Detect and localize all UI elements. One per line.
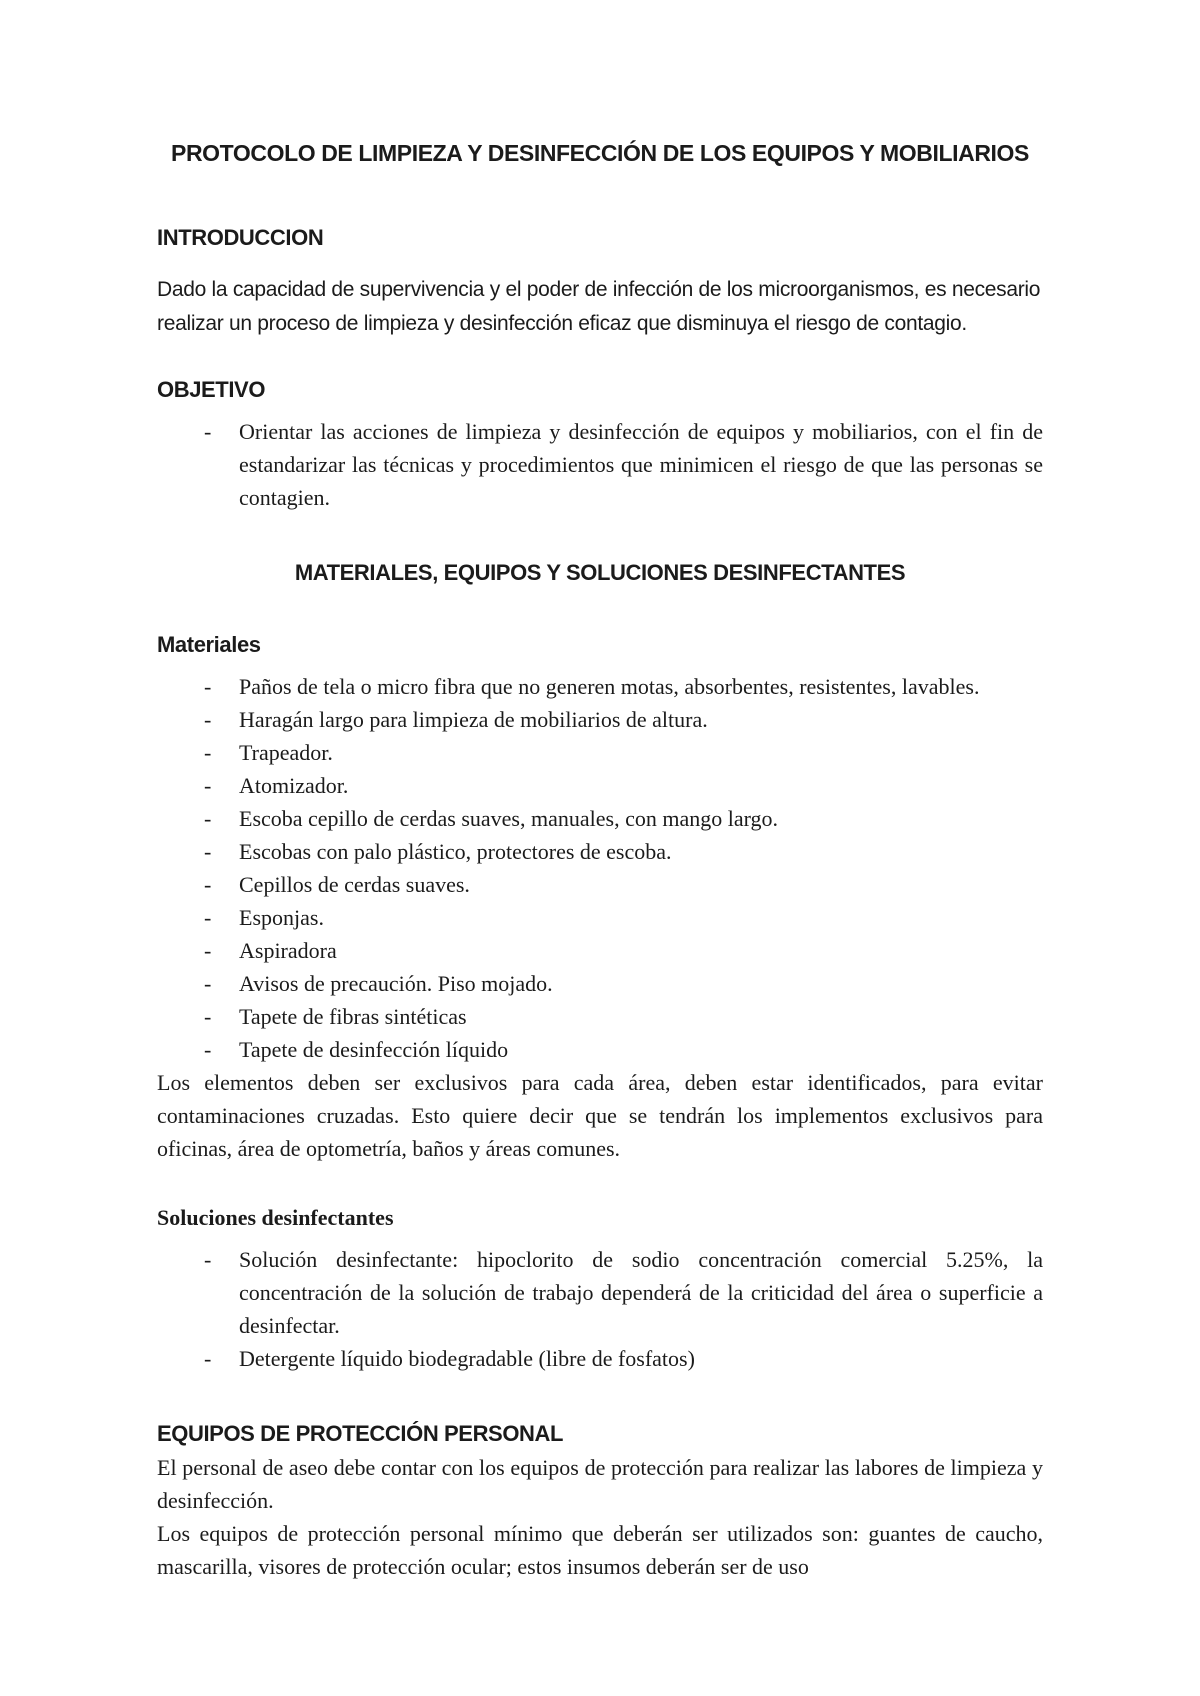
list-item bbox=[157, 802, 1043, 835]
document-title: PROTOCOLO DE LIMPIEZA Y DESINFECCIÓN DE LOS EQUIPOS Y MOBILIARIOS bbox=[171, 140, 1029, 166]
objective-list bbox=[157, 415, 1043, 514]
list-item-text: Detergente líquido biodegradable (libre de fosfatos) bbox=[239, 1346, 695, 1371]
list-item bbox=[157, 736, 1043, 769]
list-dash-marker: - bbox=[204, 1247, 212, 1272]
introduction-paragraph: Dado la capacidad de supervivencia y el poder de infección de los microorganismos, es necesario realizar un proceso de limpieza y desinfección eficaz que disminuya el riesgo de contagio. bbox=[157, 278, 1041, 335]
list-item bbox=[157, 1243, 1043, 1342]
list-item bbox=[157, 670, 1043, 703]
introduction-heading: INTRODUCCION bbox=[157, 225, 324, 250]
materials-list bbox=[157, 670, 1043, 1066]
solutions-heading: Soluciones desinfectantes bbox=[157, 1205, 394, 1230]
solutions-list bbox=[157, 1243, 1043, 1375]
list-item bbox=[157, 703, 1043, 736]
list-item-text: Solución desinfectante: hipoclorito de sodio concentración comercial 5.25%, la concentración de la solución de trabajo dependerá de la criticidad del área o superficie a desinfectar. bbox=[239, 1247, 1043, 1338]
ppe-paragraph-2: Los equipos de protección personal mínimo que deberán ser utilizados son: guantes de caucho, mascarilla, visores de protección ocular; estos insumos deberán ser de uso bbox=[157, 1521, 1043, 1579]
list-item bbox=[157, 415, 1043, 514]
list-item-text: Avisos de precaución. Piso mojado. bbox=[239, 971, 553, 996]
list-item-text: Haragán largo para limpieza de mobiliarios de altura. bbox=[239, 707, 708, 732]
list-dash-marker: - bbox=[204, 773, 212, 798]
ppe-heading: EQUIPOS DE PROTECCIÓN PERSONAL bbox=[157, 1421, 564, 1446]
list-item bbox=[157, 769, 1043, 802]
list-dash-marker: - bbox=[204, 839, 212, 864]
list-dash-marker: - bbox=[204, 1346, 212, 1371]
list-item-text: Escoba cepillo de cerdas suaves, manuales, con mango largo. bbox=[239, 806, 779, 831]
list-dash-marker: - bbox=[204, 1037, 212, 1062]
list-item-text: Orientar las acciones de limpieza y desinfección de equipos y mobiliarios, con el fin de estandarizar las técnicas y procedimientos que minimicen el riesgo de que las personas se contagien. bbox=[239, 419, 1043, 510]
list-item-text: Escobas con palo plástico, protectores de escoba. bbox=[239, 839, 672, 864]
objective-heading: OBJETIVO bbox=[157, 377, 266, 402]
list-dash-marker: - bbox=[204, 971, 212, 996]
list-dash-marker: - bbox=[204, 1004, 212, 1029]
list-item-text: Cepillos de cerdas suaves. bbox=[239, 872, 470, 897]
list-dash-marker: - bbox=[204, 938, 212, 963]
list-dash-marker: - bbox=[204, 419, 212, 444]
list-dash-marker: - bbox=[204, 872, 212, 897]
list-item-text: Tapete de fibras sintéticas bbox=[239, 1004, 467, 1029]
list-item bbox=[157, 901, 1043, 934]
list-item-text: Paños de tela o micro fibra que no generen motas, absorbentes, resistentes, lavables. bbox=[239, 674, 980, 699]
list-item bbox=[157, 967, 1043, 1000]
list-dash-marker: - bbox=[204, 806, 212, 831]
ppe-paragraph-1: El personal de aseo debe contar con los equipos de protección para realizar las labores de limpieza y desinfección. bbox=[157, 1455, 1043, 1513]
list-item-text: Trapeador. bbox=[239, 740, 333, 765]
list-item bbox=[157, 1033, 1043, 1066]
list-item bbox=[157, 1342, 1043, 1375]
list-dash-marker: - bbox=[204, 707, 212, 732]
list-item-text: Aspiradora bbox=[239, 938, 337, 963]
list-dash-marker: - bbox=[204, 674, 212, 699]
list-item bbox=[157, 1000, 1043, 1033]
materials-note-paragraph: Los elementos deben ser exclusivos para cada área, deben estar identificados, para evitar contaminaciones cruzadas. Esto quiere decir que se tendrán los implementos exclusivos para oficinas, área de optometría, baños y áreas comunes. bbox=[157, 1070, 1043, 1161]
list-item-text: Atomizador. bbox=[239, 773, 349, 798]
materials-heading: Materiales bbox=[157, 632, 261, 657]
list-dash-marker: - bbox=[204, 740, 212, 765]
list-item bbox=[157, 868, 1043, 901]
list-dash-marker: - bbox=[204, 905, 212, 930]
list-item bbox=[157, 934, 1043, 967]
list-item-text: Esponjas. bbox=[239, 905, 324, 930]
list-item-text: Tapete de desinfección líquido bbox=[239, 1037, 509, 1062]
list-item bbox=[157, 835, 1043, 868]
materials-section-heading: MATERIALES, EQUIPOS Y SOLUCIONES DESINFECTANTES bbox=[294, 560, 906, 585]
